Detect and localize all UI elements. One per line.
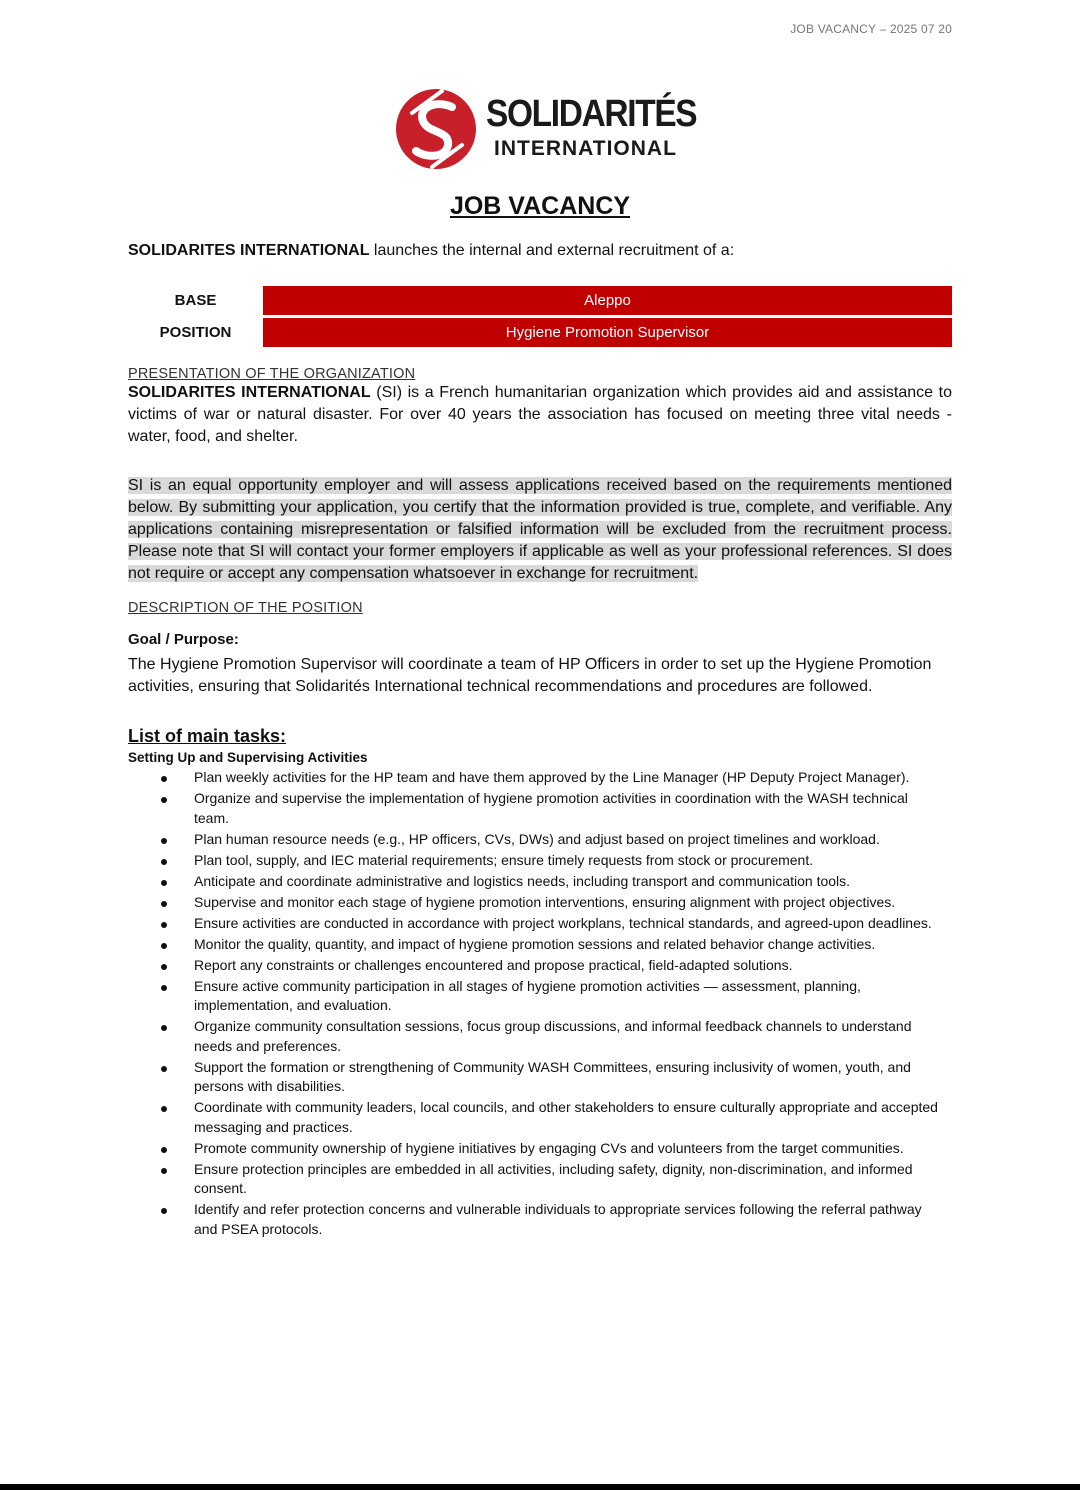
goal-heading: Goal / Purpose: xyxy=(128,631,239,648)
list-item: Ensure active community participation in all stages of hygiene promotion activities — assessment, planning, implementation, and evaluation. xyxy=(128,977,952,1016)
intro-text: launches the internal and external recruitment of a: xyxy=(369,242,735,259)
bullet-icon xyxy=(161,922,167,928)
list-item: Plan tool, supply, and IEC material requirements; ensure timely requests from stock or procurement. xyxy=(128,851,952,871)
page-title: JOB VACANCY xyxy=(449,192,631,220)
equal-opportunity-highlight: SI is an equal opportunity employer and will assess applications received based on the requirements mentioned below. By submitting your application, you certify that the information provided is true, complete, and verifiable. Any applications containing misrepresentation or falsified information will be excluded from the recruitment process. Please note that SI will contact your former employers if applicable as well as your professional references. SI does not require or accept any compensation whatsoever in exchange for recruitment. xyxy=(128,477,952,582)
equal-opportunity-text xyxy=(128,475,952,585)
bullet-icon xyxy=(161,1106,167,1112)
organization-heading: PRESENTATION OF THE ORGANIZATION xyxy=(128,366,416,382)
position-value: Hygiene Promotion Supervisor xyxy=(263,318,952,347)
list-item: Plan weekly activities for the HP team and have them approved by the Line Manager (HP Deputy Project Manager). xyxy=(128,768,952,788)
solidarites-logo xyxy=(394,83,697,175)
list-item: Plan human resource needs (e.g., HP officers, CVs, DWs) and adjust based on project timelines and workload. xyxy=(128,830,952,850)
tasks-subheading: Setting Up and Supervising Activities xyxy=(128,750,368,765)
bullet-icon xyxy=(161,797,167,803)
list-item: Coordinate with community leaders, local councils, and other stakeholders to ensure culturally appropriate and accepted messaging and practices. xyxy=(128,1098,952,1137)
bullet-icon xyxy=(161,776,167,782)
organization-section xyxy=(128,366,952,448)
bullet-icon xyxy=(161,943,167,949)
page-bottom-border xyxy=(0,1484,1080,1490)
intro-org-name: SOLIDARITES INTERNATIONAL xyxy=(128,242,370,259)
document-reference: JOB VACANCY – 2025 07 20 xyxy=(790,22,952,36)
list-item: Organize and supervise the implementation of hygiene promotion activities in coordination with the WASH technical team. xyxy=(128,789,952,828)
bullet-icon xyxy=(161,1208,167,1214)
equal-opportunity-section xyxy=(128,475,952,585)
bullet-icon xyxy=(161,1025,167,1031)
organization-description xyxy=(128,382,952,448)
position-section xyxy=(128,600,952,698)
logo-subtitle: INTERNATIONAL xyxy=(494,137,677,160)
position-label: POSITION xyxy=(159,324,232,341)
list-item: Ensure protection principles are embedded in all activities, including safety, dignity, non-discrimination, and informed consent. xyxy=(128,1160,952,1199)
list-item: Monitor the quality, quantity, and impact of hygiene promotion sessions and related behavior change activities. xyxy=(128,935,952,955)
tasks-heading: List of main tasks: xyxy=(128,726,287,746)
bullet-icon xyxy=(161,1066,167,1072)
intro-line xyxy=(128,242,952,260)
bullet-icon xyxy=(161,901,167,907)
goal-text: The Hygiene Promotion Supervisor will coordinate a team of HP Officers in order to set up the Hygiene Promotion activities, ensuring that Solidarités International technical recommendations and procedures are followed. xyxy=(128,656,932,695)
list-item: Identify and refer protection concerns and vulnerable individuals to appropriate services following the referral pathway and PSEA protocols. xyxy=(128,1200,952,1239)
bullet-icon xyxy=(161,1168,167,1174)
tasks-section xyxy=(128,726,952,1241)
list-item: Ensure activities are conducted in accordance with project workplans, technical standards, and agreed-upon deadlines. xyxy=(128,914,952,934)
tasks-list xyxy=(128,768,952,1239)
bullet-icon xyxy=(161,985,167,991)
list-item: Anticipate and coordinate administrative and logistics needs, including transport and communication tools. xyxy=(128,872,952,892)
bullet-icon xyxy=(161,964,167,970)
list-item: Report any constraints or challenges encountered and propose practical, field-adapted solutions. xyxy=(128,956,952,976)
vacancy-row-base xyxy=(128,286,952,315)
list-item: Organize community consultation sessions, focus group discussions, and informal feedback channels to understand needs and preferences. xyxy=(128,1017,952,1056)
vacancy-row-position xyxy=(128,318,952,347)
organization-text: (SI) is a French humanitarian organization which provides aid and assistance to victims of war or natural disaster. For over 40 years the association has focused on meeting three vital needs - water, food, and shelter. xyxy=(128,384,952,445)
bullet-icon xyxy=(161,838,167,844)
list-item: Promote community ownership of hygiene initiatives by engaging CVs and volunteers from the target communities. xyxy=(128,1139,952,1159)
list-item: Support the formation or strengthening of Community WASH Committees, ensuring inclusivity of women, youth, and persons with disabilities. xyxy=(128,1058,952,1097)
list-item: Supervise and monitor each stage of hygiene promotion interventions, ensuring alignment with project objectives. xyxy=(128,893,952,913)
position-heading: DESCRIPTION OF THE POSITION xyxy=(128,600,363,616)
bullet-icon xyxy=(161,859,167,865)
bullet-icon xyxy=(161,1147,167,1153)
bullet-icon xyxy=(161,880,167,886)
logo-emblem-icon xyxy=(394,83,478,175)
base-value: Aleppo xyxy=(263,286,952,315)
logo-wordmark: SOLIDARITÉS xyxy=(486,93,697,135)
base-label: BASE xyxy=(174,292,217,309)
vacancy-table xyxy=(128,286,952,350)
organization-name: SOLIDARITES INTERNATIONAL xyxy=(128,384,371,401)
